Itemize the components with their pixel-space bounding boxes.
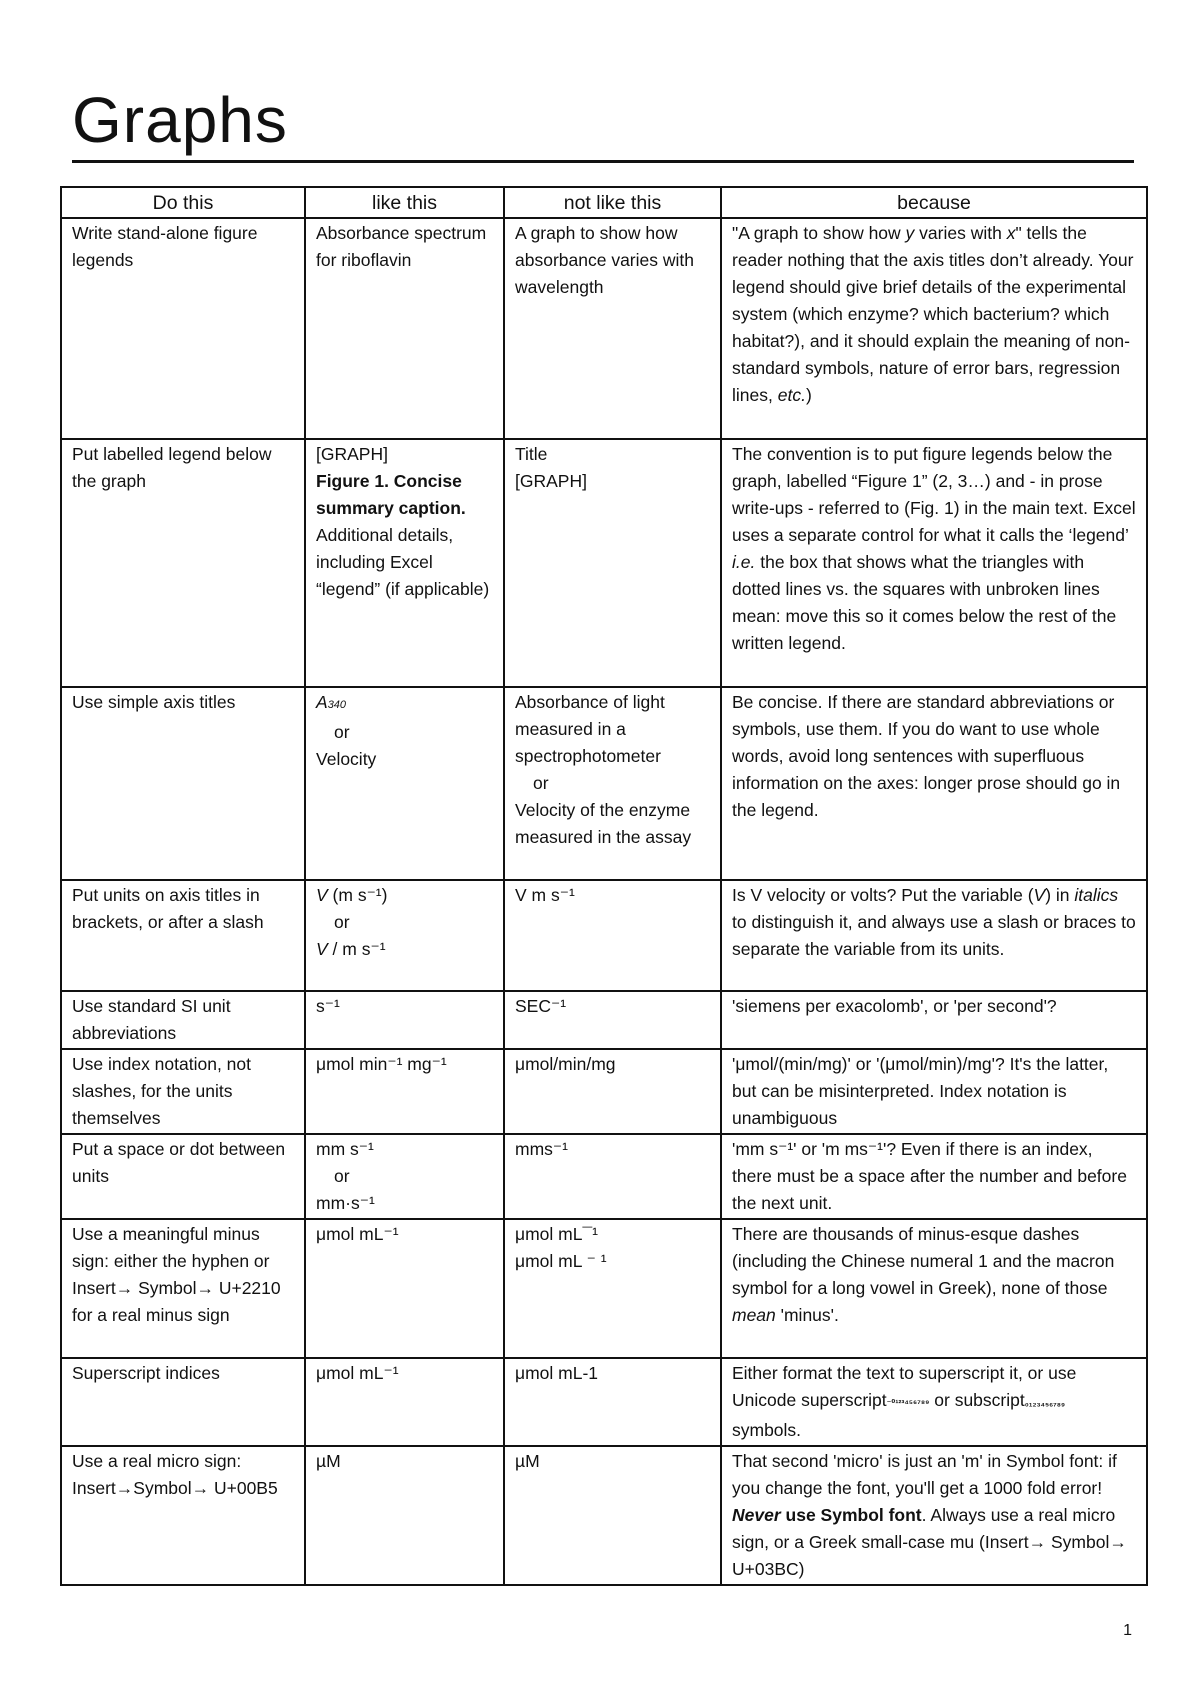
cell-not-like-this: μmol mL-1 [504,1358,721,1446]
cell-because: "A graph to show how y varies with x" tells the reader nothing that the axis titles don’t already. Your legend should give brief details of the experimental system (which enzyme? which bacterium? which habitat?), and it should explain the meaning of non-standard symbols, nature of error bars, regression lines, etc.) [721,218,1147,439]
cell-not-like-this: A graph to show how absorbance varies with wavelength [504,218,721,439]
cell-do-this: Use a real micro sign: Insert→Symbol→ U+00B5 [61,1446,305,1585]
cell-because: Is V velocity or volts? Put the variable (V) in italics to distinguish it, and always use a slash or braces to separate the variable from its units. [721,880,1147,991]
cell-not-like-this: Absorbance of light measured in a spectrophotometer or Velocity of the enzyme measured in the assay [504,687,721,880]
cell-because: That second 'micro' is just an 'm' in Symbol font: if you change the font, you'll get a 1000 fold error! Never use Symbol font. Always use a real micro sign, or a Greek small-case mu (Insert→ Symbol→ U+03BC) [721,1446,1147,1585]
cell-not-like-this [504,439,721,687]
page-title: Graphs [72,84,288,156]
graph-placeholder: [GRAPH] [316,444,388,464]
table-row [61,880,1147,991]
column-header-like-this: like this [305,187,504,218]
graphs-guidance-table [60,186,1148,1586]
cell-not-like-this: mms⁻¹ [504,1134,721,1219]
column-header-not-like-this: not like this [504,187,721,218]
cell-not-like-this: μmol mL¯¹ μmol mL ⁻ ¹ [504,1219,721,1358]
table-header-row [61,187,1147,218]
cell-because: The convention is to put figure legends below the graph, labelled “Figure 1” (2, 3…) and - in prose write-ups - referred to (Fig. 1) in the main text. Excel uses a separate control for what it calls the ‘legend’ i.e. the box that shows what the triangles with dotted lines vs. the squares with unbroken lines mean: move this so it comes below the rest of the written legend. [721,439,1147,687]
cell-do-this: Use simple axis titles [61,687,305,880]
figure-caption: Figure 1. Concise summary caption. [316,471,466,518]
cell-do-this: Write stand-alone figure legends [61,218,305,439]
table-row [61,218,1147,439]
cell-because: 'siemens per exacolomb', or 'per second'? [721,991,1147,1049]
column-header-because: because [721,187,1147,218]
cell-like-this: s⁻¹ [305,991,504,1049]
cell-like-this: µM [305,1446,504,1585]
cell-not-like-this: µM [504,1446,721,1585]
table-row [61,1358,1147,1446]
cell-because: There are thousands of minus-esque dashes (including the Chinese numeral 1 and the macron symbol for a long vowel in Greek), none of those mean 'minus'. [721,1219,1147,1358]
caption-details: Additional details, including Excel “legend” (if applicable) [316,525,490,599]
cell-because: 'μmol/(min/mg)' or '(μmol/min)/mg'? It's the latter, but can be misinterpreted. Index notation is unambiguous [721,1049,1147,1134]
title-divider [72,160,1134,163]
cell-because: 'mm s⁻¹' or 'm ms⁻¹'? Even if there is an index, there must be a space after the number and before the next unit. [721,1134,1147,1219]
cell-like-this: Absorbance spectrum for riboflavin [305,218,504,439]
cell-like-this: mm s⁻¹ or mm·s⁻¹ [305,1134,504,1219]
cell-because: Be concise. If there are standard abbreviations or symbols, use them. If you do want to use whole words, avoid long sentences with superfluous information on the axes: longer prose should go in the legend. [721,687,1147,880]
column-header-do-this: Do this [61,187,305,218]
cell-do-this: Put units on axis titles in brackets, or after a slash [61,880,305,991]
cell-do-this: Put a space or dot between units [61,1134,305,1219]
cell-not-like-this: V m s⁻¹ [504,880,721,991]
table-row [61,1049,1147,1134]
cell-do-this: Use standard SI unit abbreviations [61,991,305,1049]
cell-do-this: Use a meaningful minus sign: either the hyphen or Insert→ Symbol→ U+2210 for a real minus sign [61,1219,305,1358]
cell-like-this: V (m s⁻¹) or V / m s⁻¹ [305,880,504,991]
cell-not-like-this: SEC⁻¹ [504,991,721,1049]
cell-do-this: Superscript indices [61,1358,305,1446]
graph-placeholder: [GRAPH] [515,471,587,491]
page-number: 1 [1123,1622,1132,1639]
cell-do-this: Use index notation, not slashes, for the units themselves [61,1049,305,1134]
cell-like-this: μmol mL⁻¹ [305,1358,504,1446]
table-row [61,1134,1147,1219]
cell-like-this: μmol mL⁻¹ [305,1219,504,1358]
title-placeholder: Title [515,444,548,464]
cell-not-like-this: μmol/min/mg [504,1049,721,1134]
table-row [61,1219,1147,1358]
table-row [61,439,1147,687]
cell-like-this [305,439,504,687]
cell-because: Either format the text to superscript it, or use Unicode superscript⁻⁰¹²³⁴⁵⁶⁷⁸⁹ or subscript₀₁₂₃₄₅₆₇₈₉ symbols. [721,1358,1147,1446]
table-row [61,991,1147,1049]
table-row [61,1446,1147,1585]
cell-do-this: Put labelled legend below the graph [61,439,305,687]
cell-like-this: μmol min⁻¹ mg⁻¹ [305,1049,504,1134]
table-row [61,687,1147,880]
cell-like-this: A340 or Velocity [305,687,504,880]
